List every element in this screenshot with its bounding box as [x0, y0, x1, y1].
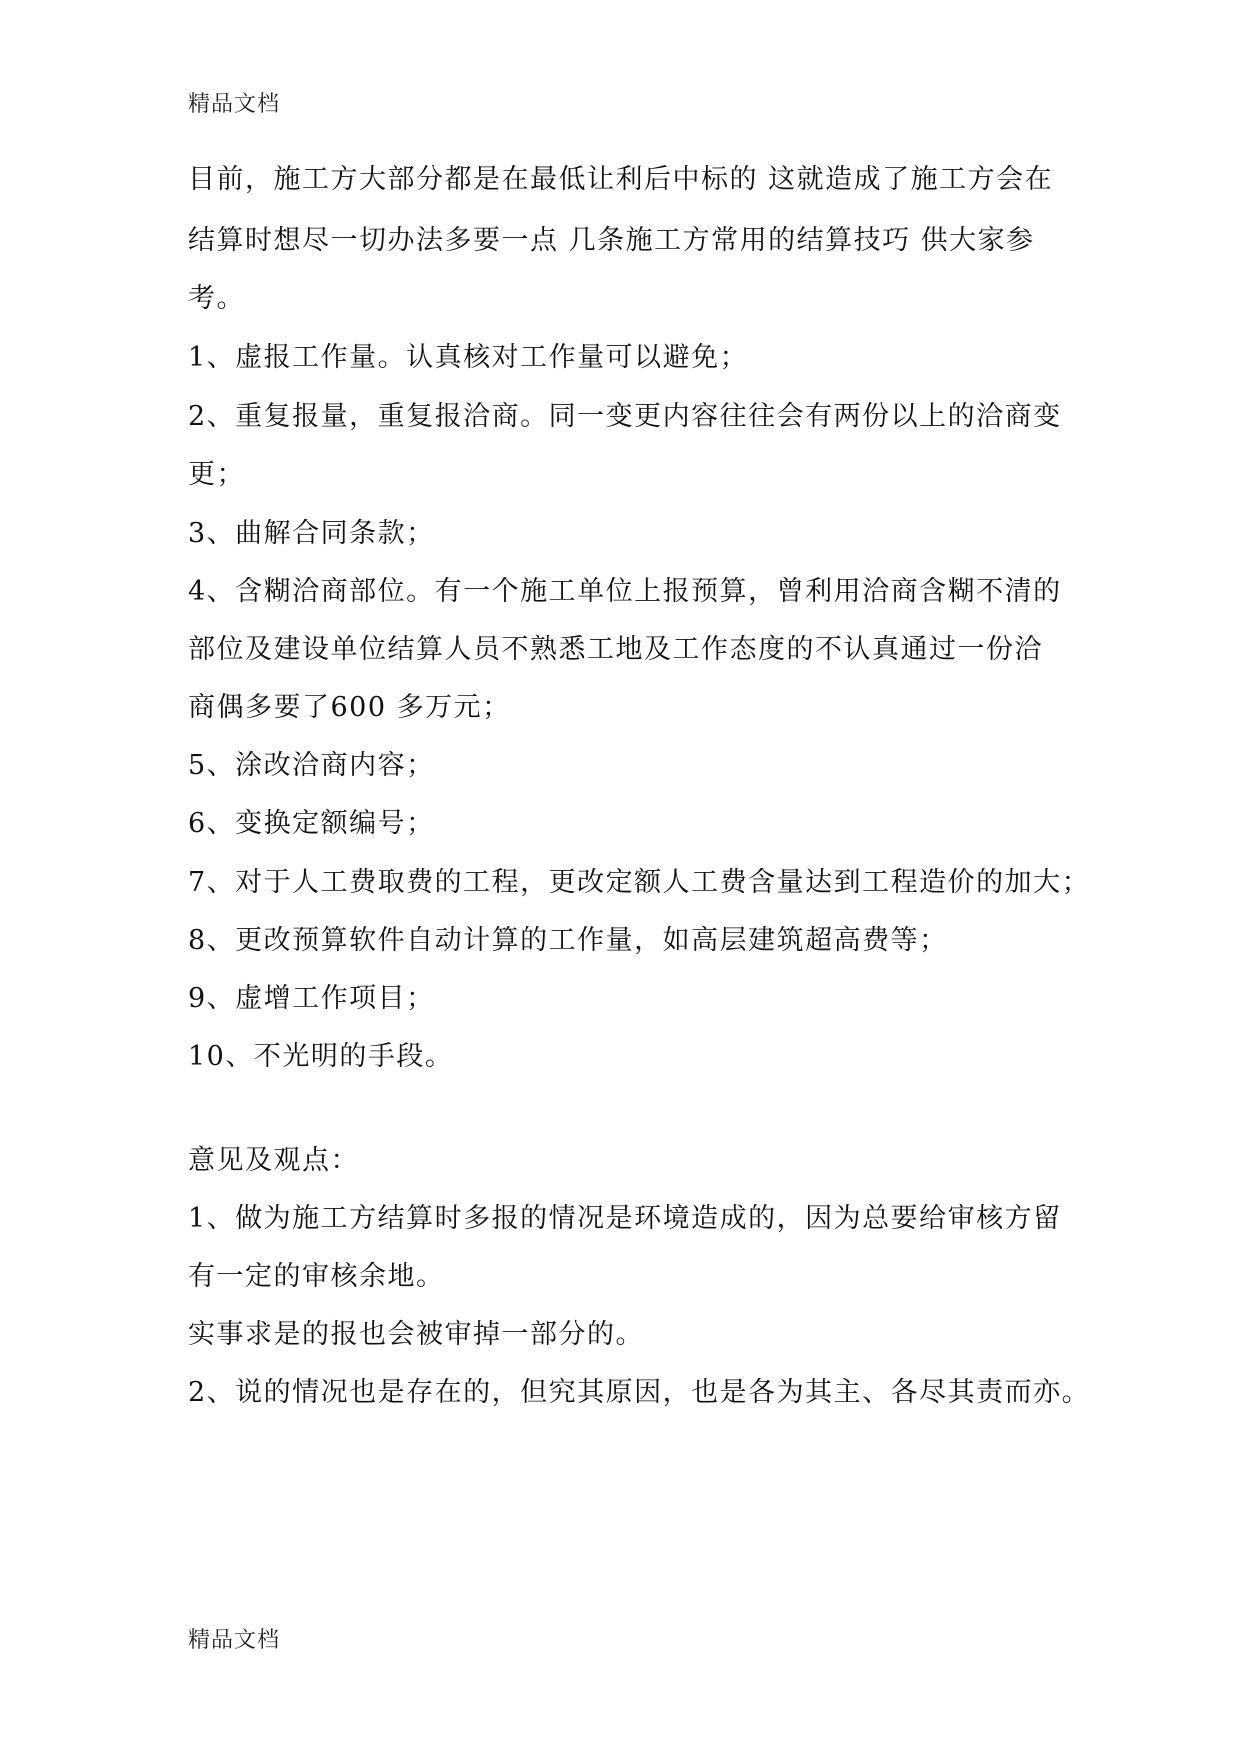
body-line: 9、虚增工作项目； — [188, 983, 435, 1014]
body-line: 目前，施工方大部分都是在最低让利后中标的 这就造成了施工方会在 — [188, 164, 1054, 195]
body-line: 1、虚报工作量。认真核对工作量可以避免； — [188, 342, 749, 373]
page-footer-label: 精品文档 — [188, 1628, 281, 1653]
body-line: 结算时想尽一切办法多要一点 几条施工方常用的结算技巧 供大家参 — [188, 225, 1035, 256]
body-line: 2、说的情况也是存在的，但究其原因，也是各为其主、各尽其责而亦。 — [188, 1377, 1091, 1408]
body-line: 1、做为施工方结算时多报的情况是环境造成的，因为总要给审核方留 — [188, 1203, 1062, 1234]
body-line: 10、不光明的手段。 — [188, 1041, 454, 1072]
body-line: 4、含糊洽商部位。有一个施工单位上报预算，曾利用洽商含糊不清的 — [188, 576, 1062, 607]
body-line: 意见及观点： — [188, 1145, 359, 1176]
body-line: 2、重复报量，重复报洽商。同一变更内容往往会有两份以上的洽商变 — [188, 401, 1062, 432]
body-line: 有一定的审核余地。 — [188, 1261, 445, 1292]
page-header-label: 精品文档 — [188, 92, 281, 117]
body-line: 5、涂改洽商内容； — [188, 750, 435, 781]
body-line: 实事求是的报也会被审掉一部分的。 — [188, 1319, 644, 1350]
body-line: 考。 — [188, 283, 245, 314]
body-line: 部位及建设单位结算人员不熟悉工地及工作态度的不认真通过一份洽 — [188, 634, 1043, 665]
body-line: 商偶多要了600 多万元； — [188, 692, 511, 723]
body-line: 8、更改预算软件自动计算的工作量，如高层建筑超高费等； — [188, 925, 948, 956]
body-line: 7、对于人工费取费的工程，更改定额人工费含量达到工程造价的加大； — [188, 867, 1091, 898]
body-line: 更； — [188, 459, 245, 490]
body-line: 6、变换定额编号； — [188, 808, 435, 839]
body-line: 3、曲解合同条款； — [188, 518, 435, 549]
